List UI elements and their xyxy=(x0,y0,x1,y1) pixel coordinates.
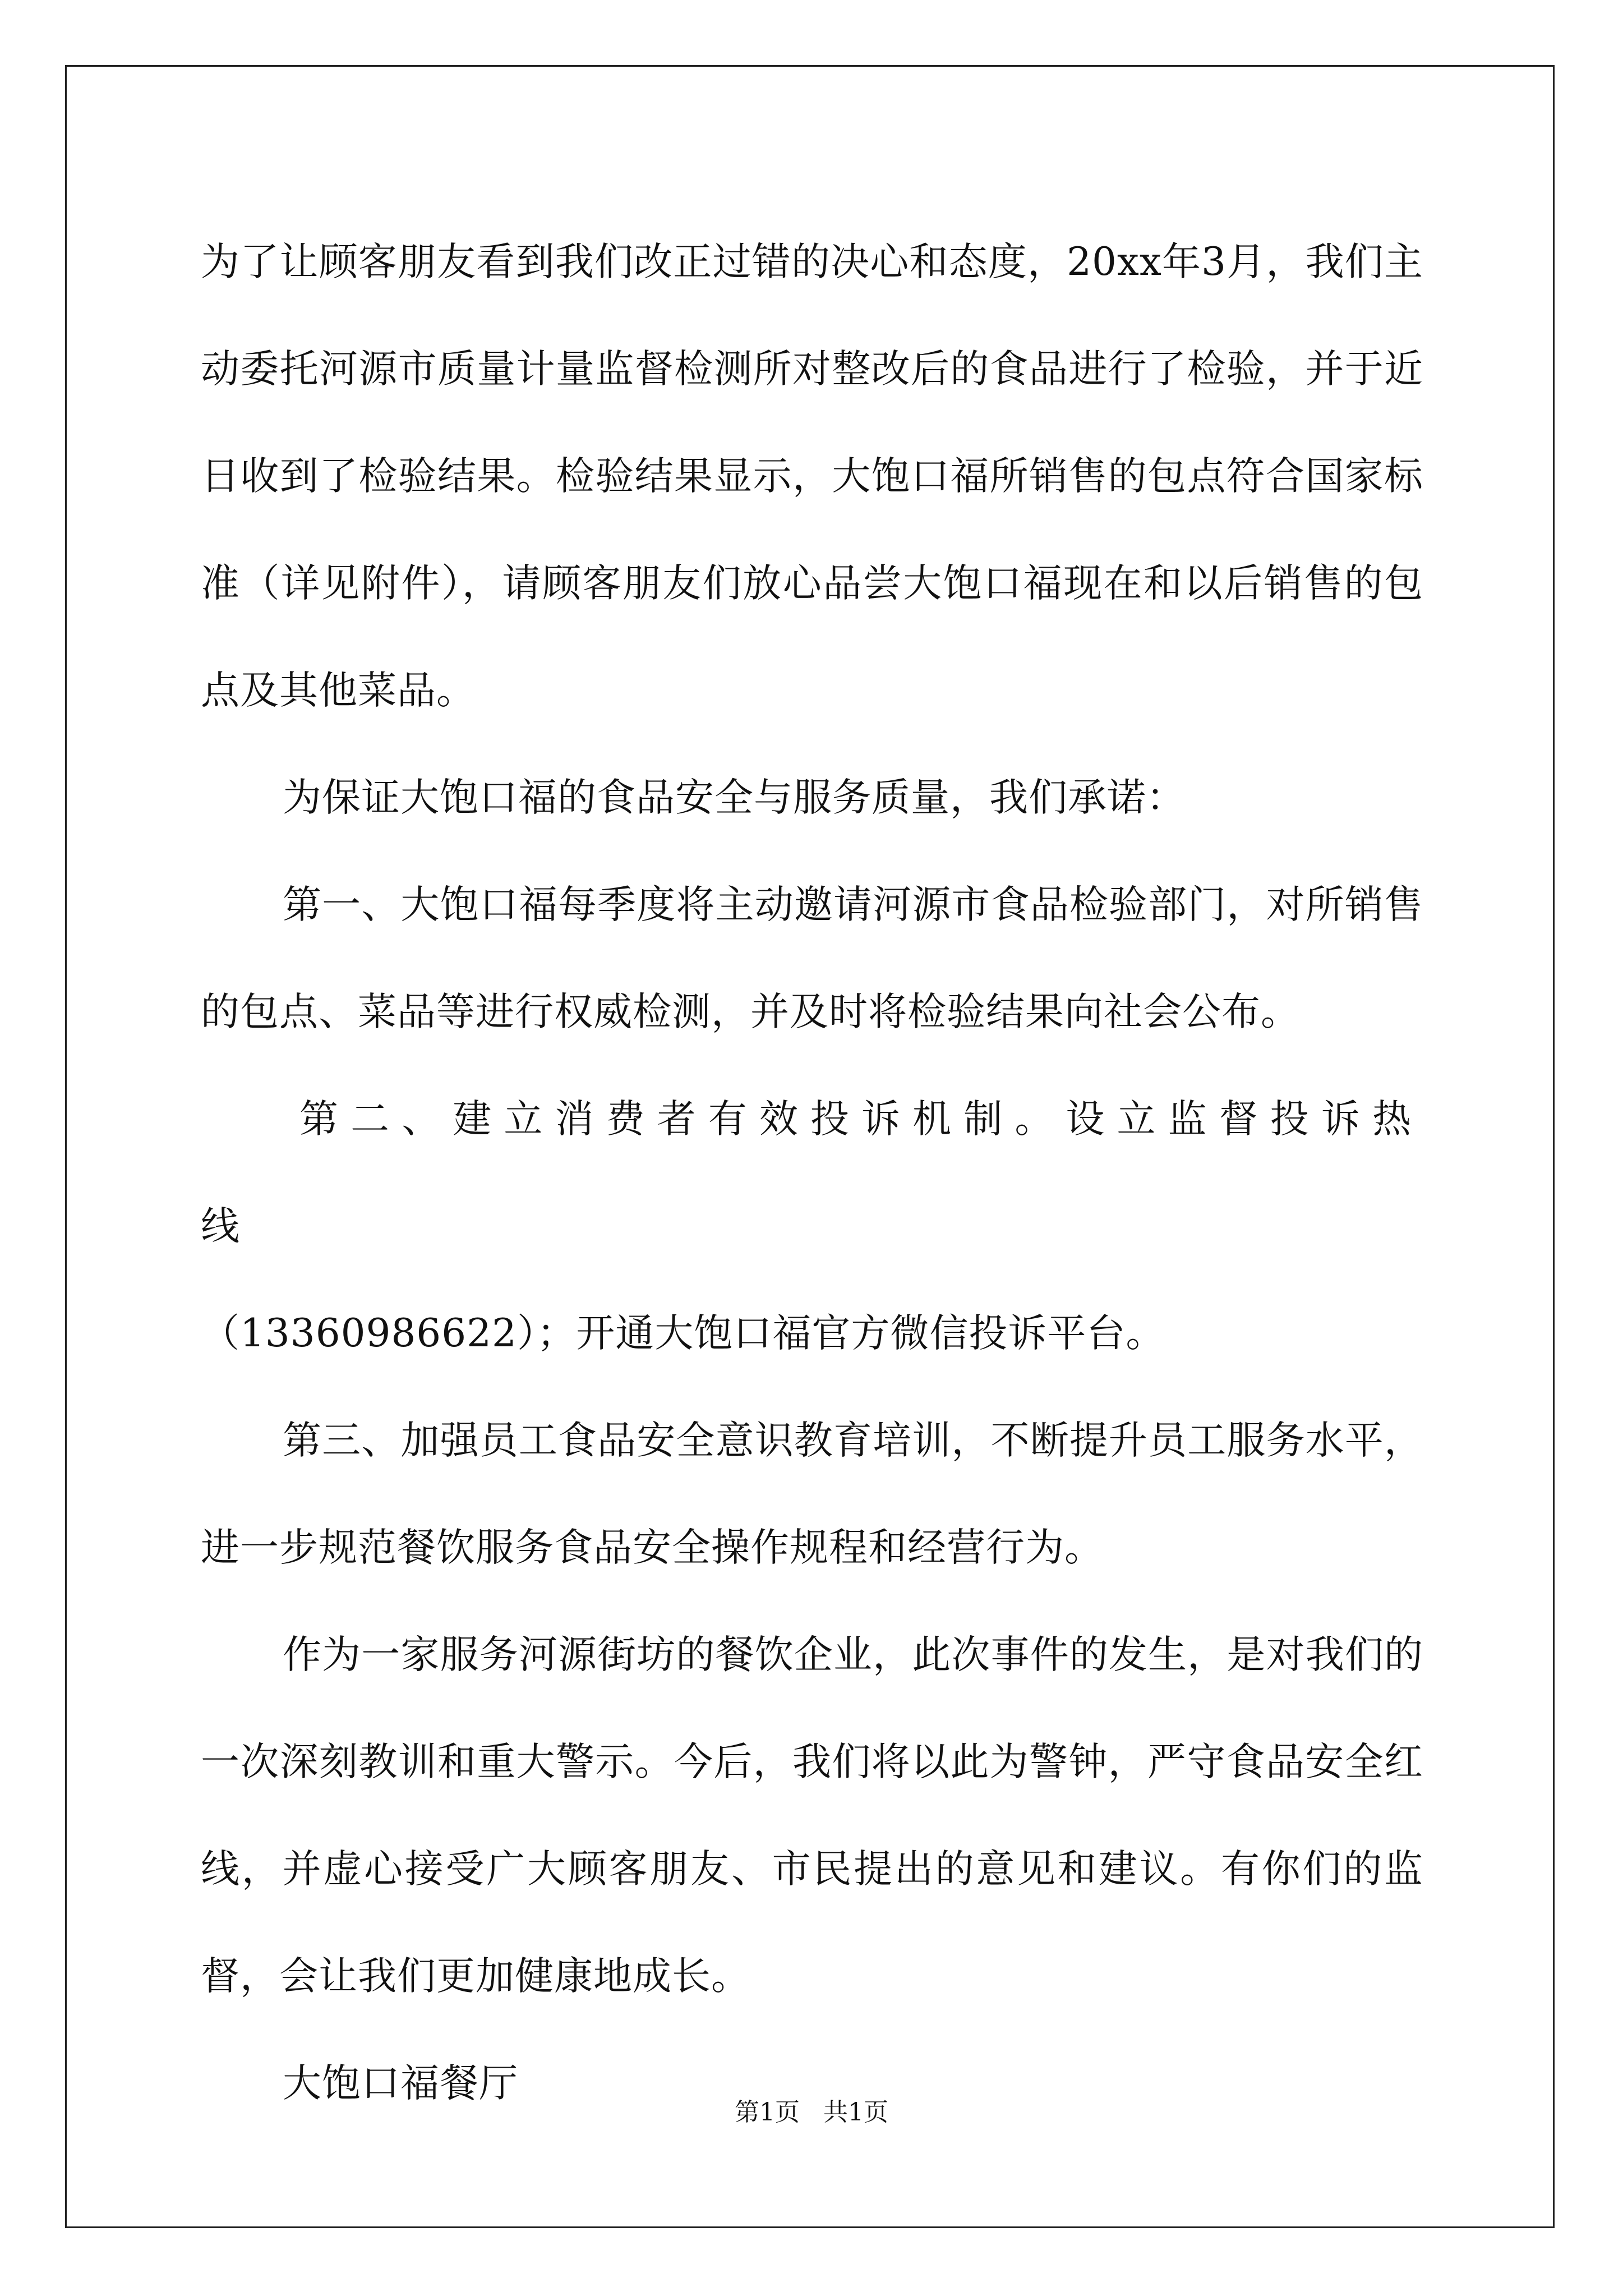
paragraph-commitment-third: 第三、加强员工食品安全意识教育培训，不断提升员工服务水平，进一步规范餐饮服务食品安全操作规程和经营行为。 xyxy=(201,1418,1423,1570)
paragraph-commitment-second: 第二、建立消费者有效投诉机制。设立监督投诉热线 xyxy=(201,1097,1423,1249)
paragraph-commitment-first: 第一、大饱口福每季度将主动邀请河源市食品检验部门，对所销售的包点、菜品等进行权威检测，并及时将检验结果向社会公布。 xyxy=(201,882,1423,1034)
paragraph-closing-statement: 作为一家服务河源街坊的餐饮企业，此次事件的发生，是对我们的一次深刻教训和重大警示。今后，我们将以此为警钟，严守食品安全红线，并虚心接受广大顾客朋友、市民提出的意见和建议。有你们的监督，会让我们更加健康地成长。 xyxy=(201,1632,1423,1999)
paragraph-inspection-result: 为了让顾客朋友看到我们改正过错的决心和态度，20xx年3月，我们主动委托河源市质量计量监督检测所对整改后的食品进行了检验，并于近日收到了检验结果。检验结果显示，大饱口福所销售的包点符合国家标准（详见附件），请顾客朋友们放心品尝大饱口福现在和以后销售的包点及其他菜品。 xyxy=(201,240,1423,713)
paragraph-complaint-hotline: （13360986622）；开通大饱口福官方微信投诉平台。 xyxy=(201,1311,1165,1356)
paragraph-commitment-intro: 为保证大饱口福的食品安全与服务质量，我们承诺： xyxy=(283,775,1186,820)
document-body xyxy=(201,209,1423,2137)
page-footer xyxy=(0,2096,1623,2129)
signature-restaurant-name: 大饱口福餐厅 xyxy=(283,2061,518,2106)
page-total: 共1页 xyxy=(823,2098,888,2127)
page-number: 第1页 xyxy=(735,2098,800,2127)
